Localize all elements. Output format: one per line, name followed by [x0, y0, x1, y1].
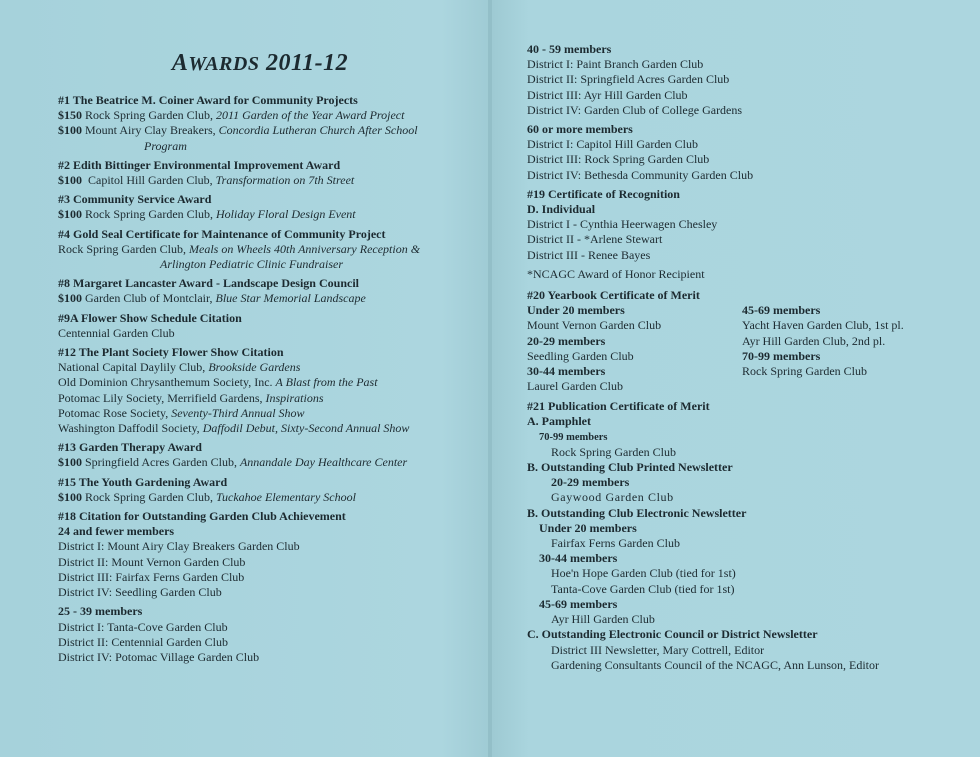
award-18-group-4: 60 or more members: [527, 122, 633, 137]
award-21-b1-group: 20-29 members: [551, 475, 630, 490]
award-18-group-3: 40 - 59 members: [527, 42, 612, 56]
award-19-sub: D. Individual: [527, 202, 596, 217]
award-2-heading: #2 Edith Bittinger Environmental Improvement Award: [58, 157, 341, 172]
award-20-item: Ayr Hill Garden Club, 2nd pl.: [742, 333, 886, 348]
page-fold: [488, 0, 492, 757]
award-12-heading: #12 The Plant Society Flower Show Citation: [58, 345, 284, 360]
award-4-entry-1: Rock Spring Garden Club, Meals on Wheels 40th Anniversary Reception &: [58, 241, 421, 256]
award-18-group-1-item: District IV: Seedling Garden Club: [58, 585, 222, 600]
award-3-entry-1: $100 Rock Spring Garden Club, Holiday Floral Design Event: [58, 207, 356, 222]
award-21-c-item: Gardening Consultants Council of the NCAGC, Ann Lunson, Editor: [551, 657, 879, 672]
award-20-group: Under 20 members: [527, 303, 625, 318]
award-18-group-3-item: District I: Paint Branch Garden Club: [527, 57, 704, 72]
award-21-section-b1: B. Outstanding Club Printed Newsletter: [527, 460, 733, 475]
award-18-group-3-item: District IV: Garden Club of College Gardens: [527, 102, 743, 117]
award-18-group-4-item: District I: Capitol Hill Garden Club: [527, 137, 698, 152]
award-12-entry-4: Potomac Rose Society, Seventy-Third Annual Show: [58, 405, 305, 420]
award-9a-entry-1: Centennial Garden Club: [58, 325, 175, 340]
award-18-group-1-item: District II: Mount Vernon Garden Club: [58, 554, 246, 569]
award-18-group-1-item: District I: Mount Airy Clay Breakers Garden Club: [58, 539, 300, 554]
award-12-entry-5: Washington Daffodil Society, Daffodil Debut, Sixty-Second Annual Show: [58, 421, 410, 436]
award-12-entry-1: National Capital Daylily Club, Brookside Gardens: [58, 360, 301, 375]
award-1-entry-2-cont: Program: [144, 138, 187, 153]
award-8-entry-1: $100 Garden Club of Montclair, Blue Star Memorial Landscape: [58, 291, 366, 306]
award-20-col-2: [742, 303, 904, 379]
award-21-heading: #21 Publication Certificate of Merit: [527, 399, 710, 414]
award-20-item: Seedling Garden Club: [527, 348, 634, 363]
award-21-section-b2: B. Outstanding Club Electronic Newsletter: [527, 505, 747, 520]
award-18-group-1: 24 and fewer members: [58, 524, 175, 539]
award-21-b2-item: Hoe'n Hope Garden Club (tied for 1st): [551, 566, 736, 581]
award-18-group-2-item: District II: Centennial Garden Club: [58, 634, 228, 649]
award-18-group-3-item: District III: Ayr Hill Garden Club: [527, 87, 688, 102]
award-20-item: Mount Vernon Garden Club: [527, 318, 662, 333]
award-18-group-1-item: District III: Fairfax Ferns Garden Club: [58, 569, 245, 584]
award-4-entry-1-cont: Arlington Pediatric Clinic Fundraiser: [160, 257, 343, 272]
award-4-heading: #4 Gold Seal Certificate for Maintenance of Community Project: [58, 226, 386, 241]
award-21-a-item: Rock Spring Garden Club: [551, 444, 676, 459]
award-12-entry-3: Potomac Lily Society, Merrifield Gardens, Inspirations: [58, 390, 324, 405]
award-18-group-4-item: District IV: Bethesda Community Garden Club: [527, 167, 754, 182]
award-21-c-item: District III Newsletter, Mary Cottrell, Editor: [551, 642, 765, 657]
award-21-b1-item: Gaywood Garden Club: [551, 490, 674, 505]
award-20-item: Rock Spring Garden Club: [742, 364, 867, 379]
award-8-heading: #8 Margaret Lancaster Award - Landscape Design Council: [58, 276, 359, 291]
award-19-item: District II - *Arlene Stewart: [527, 232, 663, 247]
award-3-heading: #3 Community Service Award: [58, 192, 212, 207]
award-20-group: 20-29 members: [527, 333, 606, 348]
award-20-col-1: [527, 303, 661, 394]
award-19-heading: #19 Certificate of Recognition: [527, 186, 680, 201]
left-column: [58, 93, 420, 665]
award-20-group: 70-99 members: [742, 348, 821, 363]
award-19-item: District III - Renee Bayes: [527, 247, 651, 262]
award-20-item: Yacht Haven Garden Club, 1st pl.: [742, 318, 904, 333]
award-1-heading: #1 The Beatrice M. Coiner Award for Community Projects: [58, 93, 358, 107]
award-9a-heading: #9A Flower Show Schedule Citation: [58, 310, 242, 325]
award-12-entry-2: Old Dominion Chrysanthemum Society, Inc. A Blast from the Past: [58, 375, 378, 390]
award-20-heading: #20 Yearbook Certificate of Merit: [527, 288, 700, 303]
award-21-section-a: A. Pamphlet: [527, 414, 591, 429]
award-18-group-2-item: District I: Tanta-Cove Garden Club: [58, 619, 228, 634]
award-21-b2-item: Tanta-Cove Garden Club (tied for 1st): [551, 581, 735, 596]
award-18-group-2: 25 - 39 members: [58, 604, 143, 619]
page-title: AWARDS 2011-12: [171, 50, 349, 76]
award-2-entry-1: $100 Capitol Hill Garden Club, Transformation on 7th Street: [58, 173, 355, 188]
award-15-heading: #15 The Youth Gardening Award: [58, 474, 228, 489]
award-21-b2-group: 30-44 members: [539, 551, 618, 566]
award-13-heading: #13 Garden Therapy Award: [58, 440, 202, 455]
award-1-entry-2: $100 Mount Airy Clay Breakers, Concordia Lutheran Church After School: [58, 123, 418, 138]
award-18-group-3-item: District II: Springfield Acres Garden Club: [527, 72, 730, 87]
award-21-b2-item: Ayr Hill Garden Club: [551, 612, 655, 627]
award-20-group: 45-69 members: [742, 303, 821, 318]
award-18-group-2-item: District IV: Potomac Village Garden Club: [58, 649, 260, 664]
award-20-group: 30-44 members: [527, 364, 606, 379]
award-20-columns: [527, 303, 904, 395]
award-19-item: District I - Cynthia Heerwagen Chesley: [527, 217, 718, 232]
award-19-note: *NCAGC Award of Honor Recipient: [527, 266, 705, 281]
award-15-entry-1: $100 Rock Spring Garden Club, Tuckahoe Elementary School: [58, 489, 356, 504]
award-13-entry-1: $100 Springfield Acres Garden Club, Annandale Day Healthcare Center: [58, 455, 408, 470]
award-21-section-c: C. Outstanding Electronic Council or District Newsletter: [527, 627, 818, 642]
award-18-group-4-item: District III: Rock Spring Garden Club: [527, 152, 710, 167]
award-21-a-group: 70-99 members: [539, 431, 608, 443]
award-1-entry-1: $150 Rock Spring Garden Club, 2011 Garden of the Year Award Project: [58, 108, 405, 123]
award-21-b2-group: Under 20 members: [539, 520, 637, 535]
right-column: [527, 42, 904, 673]
award-21-b2-item: Fairfax Ferns Garden Club: [551, 536, 680, 551]
award-21-b2-group: 45-69 members: [539, 596, 618, 611]
award-18-heading: #18 Citation for Outstanding Garden Club Achievement: [58, 509, 346, 524]
award-20-item: Laurel Garden Club: [527, 379, 623, 394]
